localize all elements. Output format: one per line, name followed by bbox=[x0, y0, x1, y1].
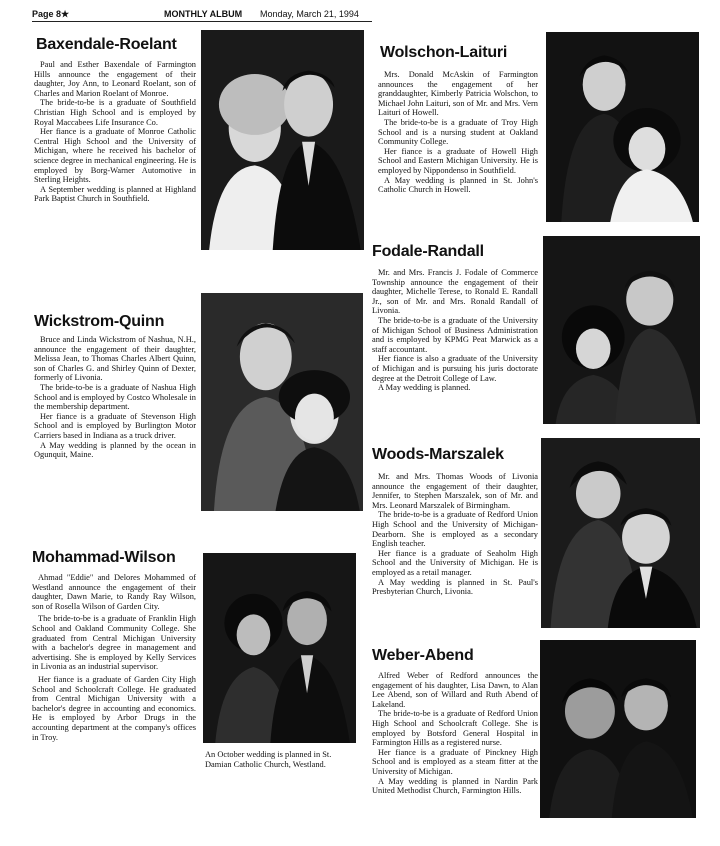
announcement-body bbox=[32, 573, 196, 742]
announcement-body bbox=[372, 268, 538, 393]
announcement-paragraph: Paul and Esther Baxendale of Farmington Hills announce the engagement of their daughter, Joy Ann, to Leonard Roelant, son of Charles and Marion Roelant of Monroe. bbox=[34, 60, 196, 98]
announcement-paragraph: The bride-to-be is a graduate of Southfield Christian High School and is employed by Royal Maccabees Life Insurance Co. bbox=[34, 98, 196, 127]
announcement-paragraph: The bride-to-be is a graduate of Troy High School and is a nursing student at Oakland Community College. bbox=[378, 117, 538, 147]
announcement-title: Woods-Marszalek bbox=[372, 446, 504, 463]
couple-photo bbox=[201, 30, 364, 250]
announcement-body bbox=[372, 671, 538, 796]
couple-photo bbox=[541, 438, 700, 628]
announcement-title: Baxendale-Roelant bbox=[36, 36, 177, 53]
announcement-paragraph: Her fiance is a graduate of Stevenson High School and is employed by Burlington Motor Carriers based in Indiana as a truck driver. bbox=[34, 411, 196, 440]
announcement-paragraph: A May wedding is planned by the ocean in Ogunquit, Maine. bbox=[34, 440, 196, 460]
announcement-paragraph: A May wedding is planned in St. John's Catholic Church in Howell. bbox=[378, 175, 538, 195]
announcement-paragraph: Her fiance is a graduate of Seaholm High School and the University of Michigan. He is employed as a retail manager. bbox=[372, 548, 538, 577]
wedding-caption: An October wedding is planned in St. Damian Catholic Church, Westland. bbox=[205, 750, 332, 769]
announcement-title: Fodale-Randall bbox=[372, 243, 484, 260]
announcement-paragraph: The bride-to-be is a graduate of Redford Union High School and the University of Michigan-Dearborn. She is employed as a secondary English teacher. bbox=[372, 510, 538, 549]
couple-photo bbox=[543, 236, 700, 424]
announcement-body bbox=[378, 70, 538, 195]
announcement-paragraph: The bride-to-be is a graduate of Nashua High School and is employed by Costco Wholesale in the membership department. bbox=[34, 382, 196, 412]
couple-photo bbox=[201, 293, 363, 511]
couple-photo bbox=[540, 640, 696, 818]
announcement-body bbox=[372, 472, 538, 597]
announcement-paragraph: Her fiance is a graduate of Pinckney High School and is employed as a steam fitter at the University of Michigan. bbox=[372, 747, 538, 776]
announcement-body bbox=[34, 60, 196, 204]
announcement-paragraph: Mrs. Donald McAskin of Farmington announces the engagement of her granddaughter, Kimberly Patricia Wolschon, to Michael John Laituri, son of Mr. and Mrs. Vern Laituri of Howell. bbox=[378, 70, 538, 118]
issue-date: Monday, March 21, 1994 bbox=[260, 9, 359, 19]
announcement-paragraph: Bruce and Linda Wickstrom of Nashua, N.H., announce the engagement of their daughter, Melissa Jean, to Thomas Charles Albert Quinn, son of Charles G. and Shirley Quinn of Dexter, formerly of Livonia. bbox=[34, 335, 196, 383]
header-rule bbox=[32, 21, 372, 22]
announcement-title: Weber-Abend bbox=[372, 647, 474, 664]
announcement-paragraph: Mr. and Mrs. Thomas Woods of Livonia announce the engagement of their daughter, Jennifer, to Stephen Marszalek, son of Mr. and Mrs. Leonard Marszalek of Birmingham. bbox=[372, 472, 538, 510]
page-number: Page 8★ bbox=[32, 9, 70, 19]
announcement-paragraph: Her fiance is a graduate of Monroe Catholic Central High School and the University of Michigan, where he received his bachelor of science degree in mechanical engineering. He is employed by Borg-Warner Automotive in Sterling Heights. bbox=[34, 127, 196, 185]
announcement-paragraph: Mr. and Mrs. Francis J. Fodale of Commerce Township announce the engagement of their daughter, Michelle Terese, to Ronald E. Randall Jr., son of Mr. and Mrs. Ronald Randall of Livonia. bbox=[372, 268, 538, 316]
announcement-paragraph: A May wedding is planned. bbox=[378, 383, 471, 393]
announcement-title: Wolschon-Laituri bbox=[380, 44, 508, 61]
announcement-title: Mohammad-Wilson bbox=[32, 549, 176, 566]
announcement-body bbox=[34, 335, 196, 460]
announcement-paragraph: Alfred Weber of Redford announces the engagement of his daughter, Lisa Dawn, to Alan Lee Abend, son of Willard and Ruth Abend of Lakeland. bbox=[372, 671, 538, 709]
announcement-paragraph: The bride-to-be is a graduate of Franklin High School and Oakland Community College. She graduated from Central Michigan University with a bachelor's degree in management and advertising. She is employed by Kelly Services in Livonia as an industrial supervisor. bbox=[32, 614, 196, 672]
announcement-paragraph: The bride-to-be is a graduate of the University of Michigan School of Business Administration and is employed by KPMG Peat Marwick as a staff accountant. bbox=[372, 315, 538, 354]
announcement-title: Wickstrom-Quinn bbox=[34, 313, 165, 330]
couple-photo bbox=[546, 32, 699, 222]
announcement-paragraph: Her fiance is a graduate of Garden City High School and Schoolcraft College. He graduated from Central Michigan University with a bachelor's degree in accounting and economics. He is employed by Arbor Drugs in the accounting department at the company's offices in Troy. bbox=[32, 674, 196, 742]
announcement-paragraph: A September wedding is planned at Highland Park Baptist Church in Southfield. bbox=[34, 184, 196, 204]
announcement-paragraph: Her fiance is also a graduate of the University of Michigan and is pursuing his juris doctorate degree at the Detroit College of Law. bbox=[372, 354, 538, 383]
page-header bbox=[32, 9, 372, 21]
announcement-paragraph: Ahmad "Eddie" and Delores Mohammed of Westland announce the engagement of their daughter, Dawn Marie, to Randy Ray Wilson, son of Rosella Wilson of Garden City. bbox=[32, 573, 196, 611]
announcement-paragraph: A May wedding is planned in Nardin Park United Methodist Church, Farmington Hills. bbox=[372, 776, 538, 796]
announcement-paragraph: Her fiance is a graduate of Howell High School and Eastern Michigan University. He is employed by Nippondenso in Southfield. bbox=[378, 146, 538, 175]
announcement-paragraph: A May wedding is planned in St. Paul's Presbyterian Church, Livonia. bbox=[372, 577, 538, 597]
publication-name: MONTHLY ALBUM bbox=[164, 9, 243, 19]
announcement-paragraph: The bride-to-be is a graduate of Redford Union High School and Schoolcraft College. She is employed by Botsford General Hospital in Farmington Hills as a registered nurse. bbox=[372, 709, 538, 748]
couple-photo bbox=[203, 553, 356, 743]
